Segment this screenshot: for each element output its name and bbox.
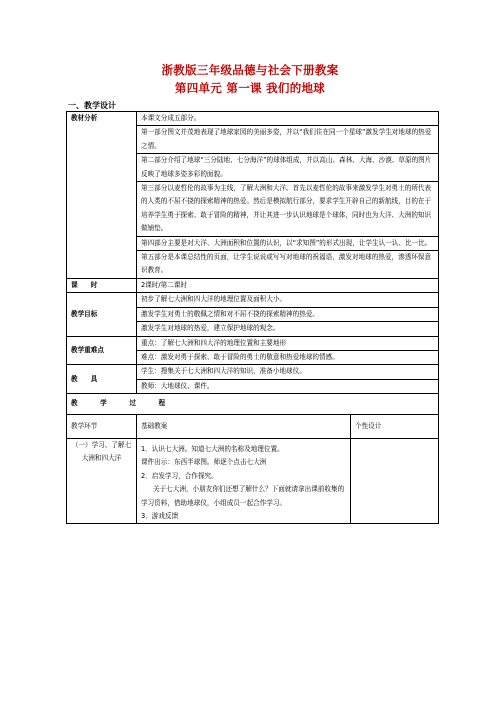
goals-row [67, 293, 439, 336]
tools-content [137, 365, 439, 394]
lesson-subtitle: 第四单元 第一课 我们的地球 [174, 81, 326, 95]
analysis-label: 教材分析 [67, 112, 137, 279]
goals-content [137, 293, 439, 336]
section-heading: 一、教学设计 [68, 101, 116, 110]
process-heading-row [67, 394, 439, 414]
step1-line: 1．认识七大洲。知道七大洲的名称及地理位置。 [141, 444, 284, 453]
goal-line: 激发学生对地球的热爱，建立保护地球的观念。 [137, 321, 438, 335]
step1-content [137, 438, 351, 523]
analysis-line: 本课文分成五部分。 [141, 114, 201, 122]
tool-line: 教师：大地球仪、课件。 [137, 379, 438, 393]
analysis-line: 第二部分介绍了地球“三分陆地、七分海洋”的球体组成，并以高山、森林、大海、沙漠、草原的图片反映了地球多姿多彩的面貌。 [137, 153, 438, 181]
step1-line: 2．启发学习，合作探究。 [141, 471, 218, 480]
col-header-personal: 个性设计 [351, 414, 439, 438]
step1-line: 3．游戏反馈 [141, 511, 179, 520]
step1-personal [351, 438, 439, 523]
analysis-line: 第四部分主要是对大洋、大洲面积和位置的认识，以“求知图”的形式出现，让学生认一认、比一比。 [137, 236, 438, 250]
step1-row [67, 438, 439, 523]
analysis-line: 第三部分以麦哲伦的故事为主线，了解大洲和大洋。首先以麦哲伦的故事来激发学生对勇士的所代表的人类的不屈不挠的探索精神的热爱。然后是模拟航行部分，要求学生开辟自己的新航线，目的在于培养学生勇于探索、敢于冒险的精神，并让其进一步认识地球是个球体，同时也为大洋、大洲的知识做铺垫。 [137, 181, 438, 236]
hours-label: 课 时 [67, 278, 137, 292]
analysis-content [137, 112, 439, 279]
step1-line: 关于七大洲，小朋友你们还想了解什么？下面就请拿出课前收集的学习资料，借助地球仪，小组成员一起合作学习。 [141, 485, 345, 507]
process-heading: 教 学 过 程 [67, 394, 439, 414]
col-header-step: 教学环节 [67, 414, 137, 438]
process-header-row [67, 414, 439, 438]
hours-row [67, 278, 439, 292]
keypoints-label: 教学重难点 [67, 336, 137, 365]
keypoint-line: 难点：激发对勇于探索、敢于冒险的勇士的敬意和热爱地球的情感。 [137, 350, 438, 364]
tool-line: 学生：搜集关于七大洲和四大洋的知识，准备小地球仪。 [141, 367, 306, 376]
tools-label: 教 具 [67, 365, 137, 394]
analysis-line: 第五部分是本课总结性的页面，让学生说说或写写对地球的祝福语，激发对地球的热爱，渗透环保意识教育。 [137, 250, 438, 278]
goal-line: 初步了解七大洲和四大洋的地理位置及面积大小。 [141, 295, 287, 304]
keypoints-row [67, 336, 439, 365]
analysis-row [67, 112, 439, 279]
goal-line: 激发学生对勇士的敬佩之情和对不屈不挠的探索精神的热爱。 [137, 307, 438, 321]
col-header-plan: 基础教案 [137, 414, 351, 438]
lesson-plan-table [66, 111, 439, 524]
analysis-line: 第一部分图文并茂地表现了地球家园的美丽多姿，并以“我们住在同一个星球”激发学生对地球的热爱之情。 [137, 125, 438, 153]
keypoint-line: 重点：了解七大洲和四大洋的地理位置和主要地形 [141, 338, 287, 347]
keypoints-content [137, 336, 439, 365]
step1-label: （一）学习、了解七大洲和四大洋 [67, 438, 137, 523]
step1-line: 课件出示：东西半球图。师逐个点击七大洲 [141, 458, 267, 467]
hours-value: 2课时/第二课时 [137, 278, 439, 292]
document-title: 浙教版三年级品德与社会下册教案 [161, 63, 339, 77]
tools-row [67, 365, 439, 394]
goals-label: 教学目标 [67, 293, 137, 336]
